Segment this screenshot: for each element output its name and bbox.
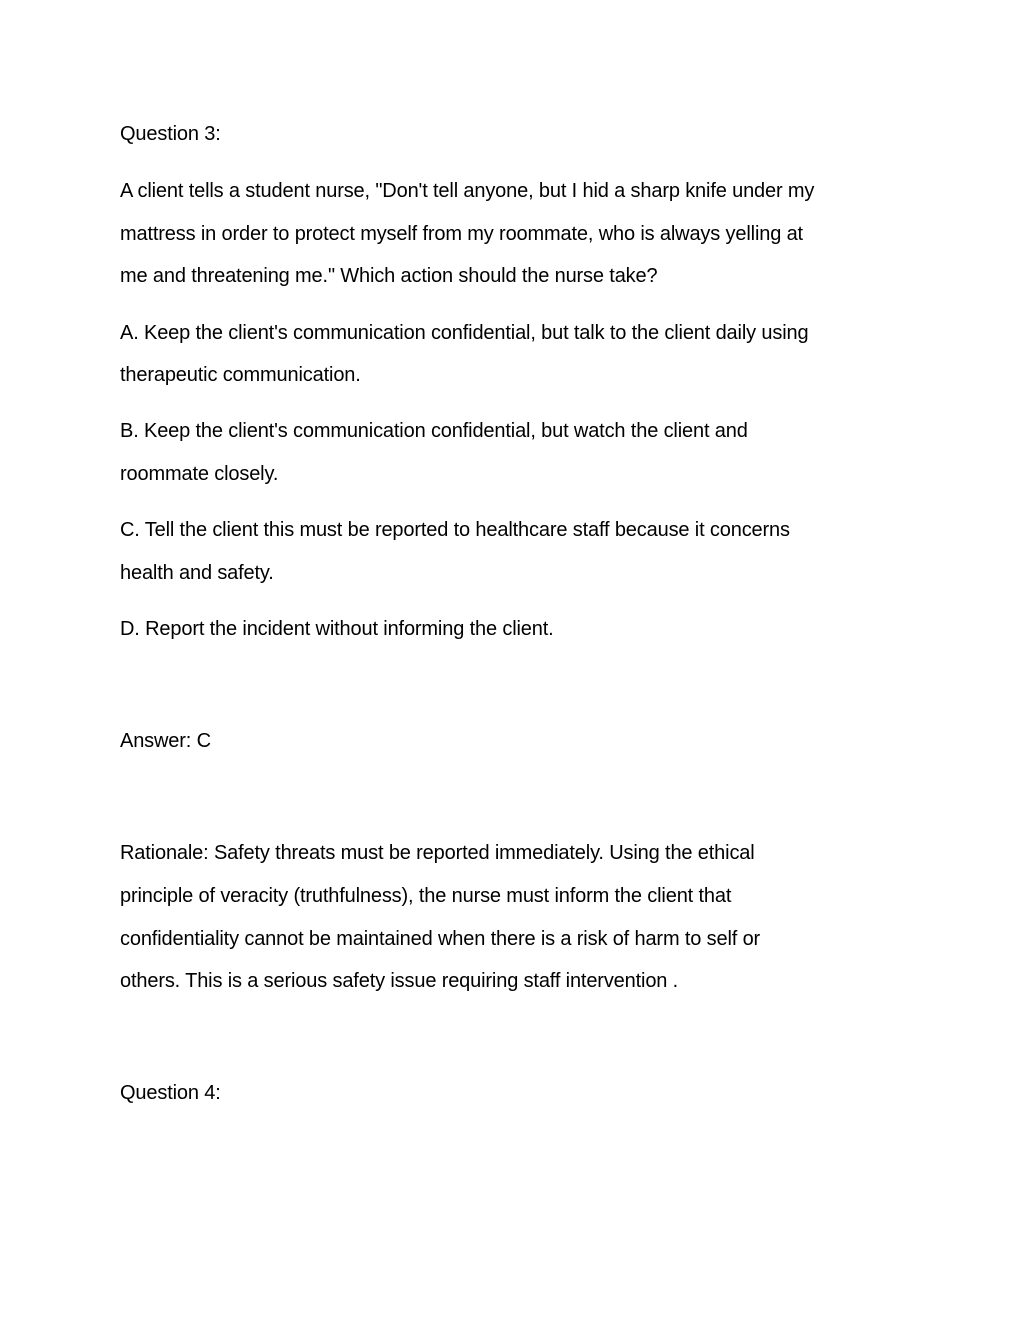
question-3-stem-line-2: mattress in order to protect myself from my roommate, who is always yelling at	[120, 223, 803, 245]
option-a-line-1: A. Keep the client's communication confidential, but talk to the client daily using	[120, 322, 809, 344]
rationale-line-3: confidentiality cannot be maintained when there is a risk of harm to self or	[120, 928, 761, 950]
option-d-line-1: D. Report the incident without informing the client.	[120, 618, 554, 640]
rationale-line-1: Rationale: Safety threats must be reported immediately. Using the ethical	[120, 842, 755, 864]
question-3-heading: Question 3:	[120, 123, 221, 145]
option-c-line-1: C. Tell the client this must be reported to healthcare staff because it concerns	[120, 519, 790, 541]
question-4-heading: Question 4:	[120, 1082, 221, 1104]
rationale-line-4: others. This is a serious safety issue requiring staff intervention .	[120, 970, 679, 992]
question-3-stem-line-1: A client tells a student nurse, "Don't tell anyone, but I hid a sharp knife under my	[120, 180, 815, 202]
question-3-stem-line-3: me and threatening me." Which action should the nurse take?	[120, 265, 658, 287]
option-b-line-2: roommate closely.	[120, 463, 279, 485]
option-b-line-1: B. Keep the client's communication confidential, but watch the client and	[120, 420, 748, 442]
option-a-line-2: therapeutic communication.	[120, 364, 361, 386]
answer-text: Answer: C	[120, 730, 211, 752]
option-c-line-2: health and safety.	[120, 562, 274, 584]
rationale-line-2: principle of veracity (truthfulness), the nurse must inform the client that	[120, 885, 732, 907]
